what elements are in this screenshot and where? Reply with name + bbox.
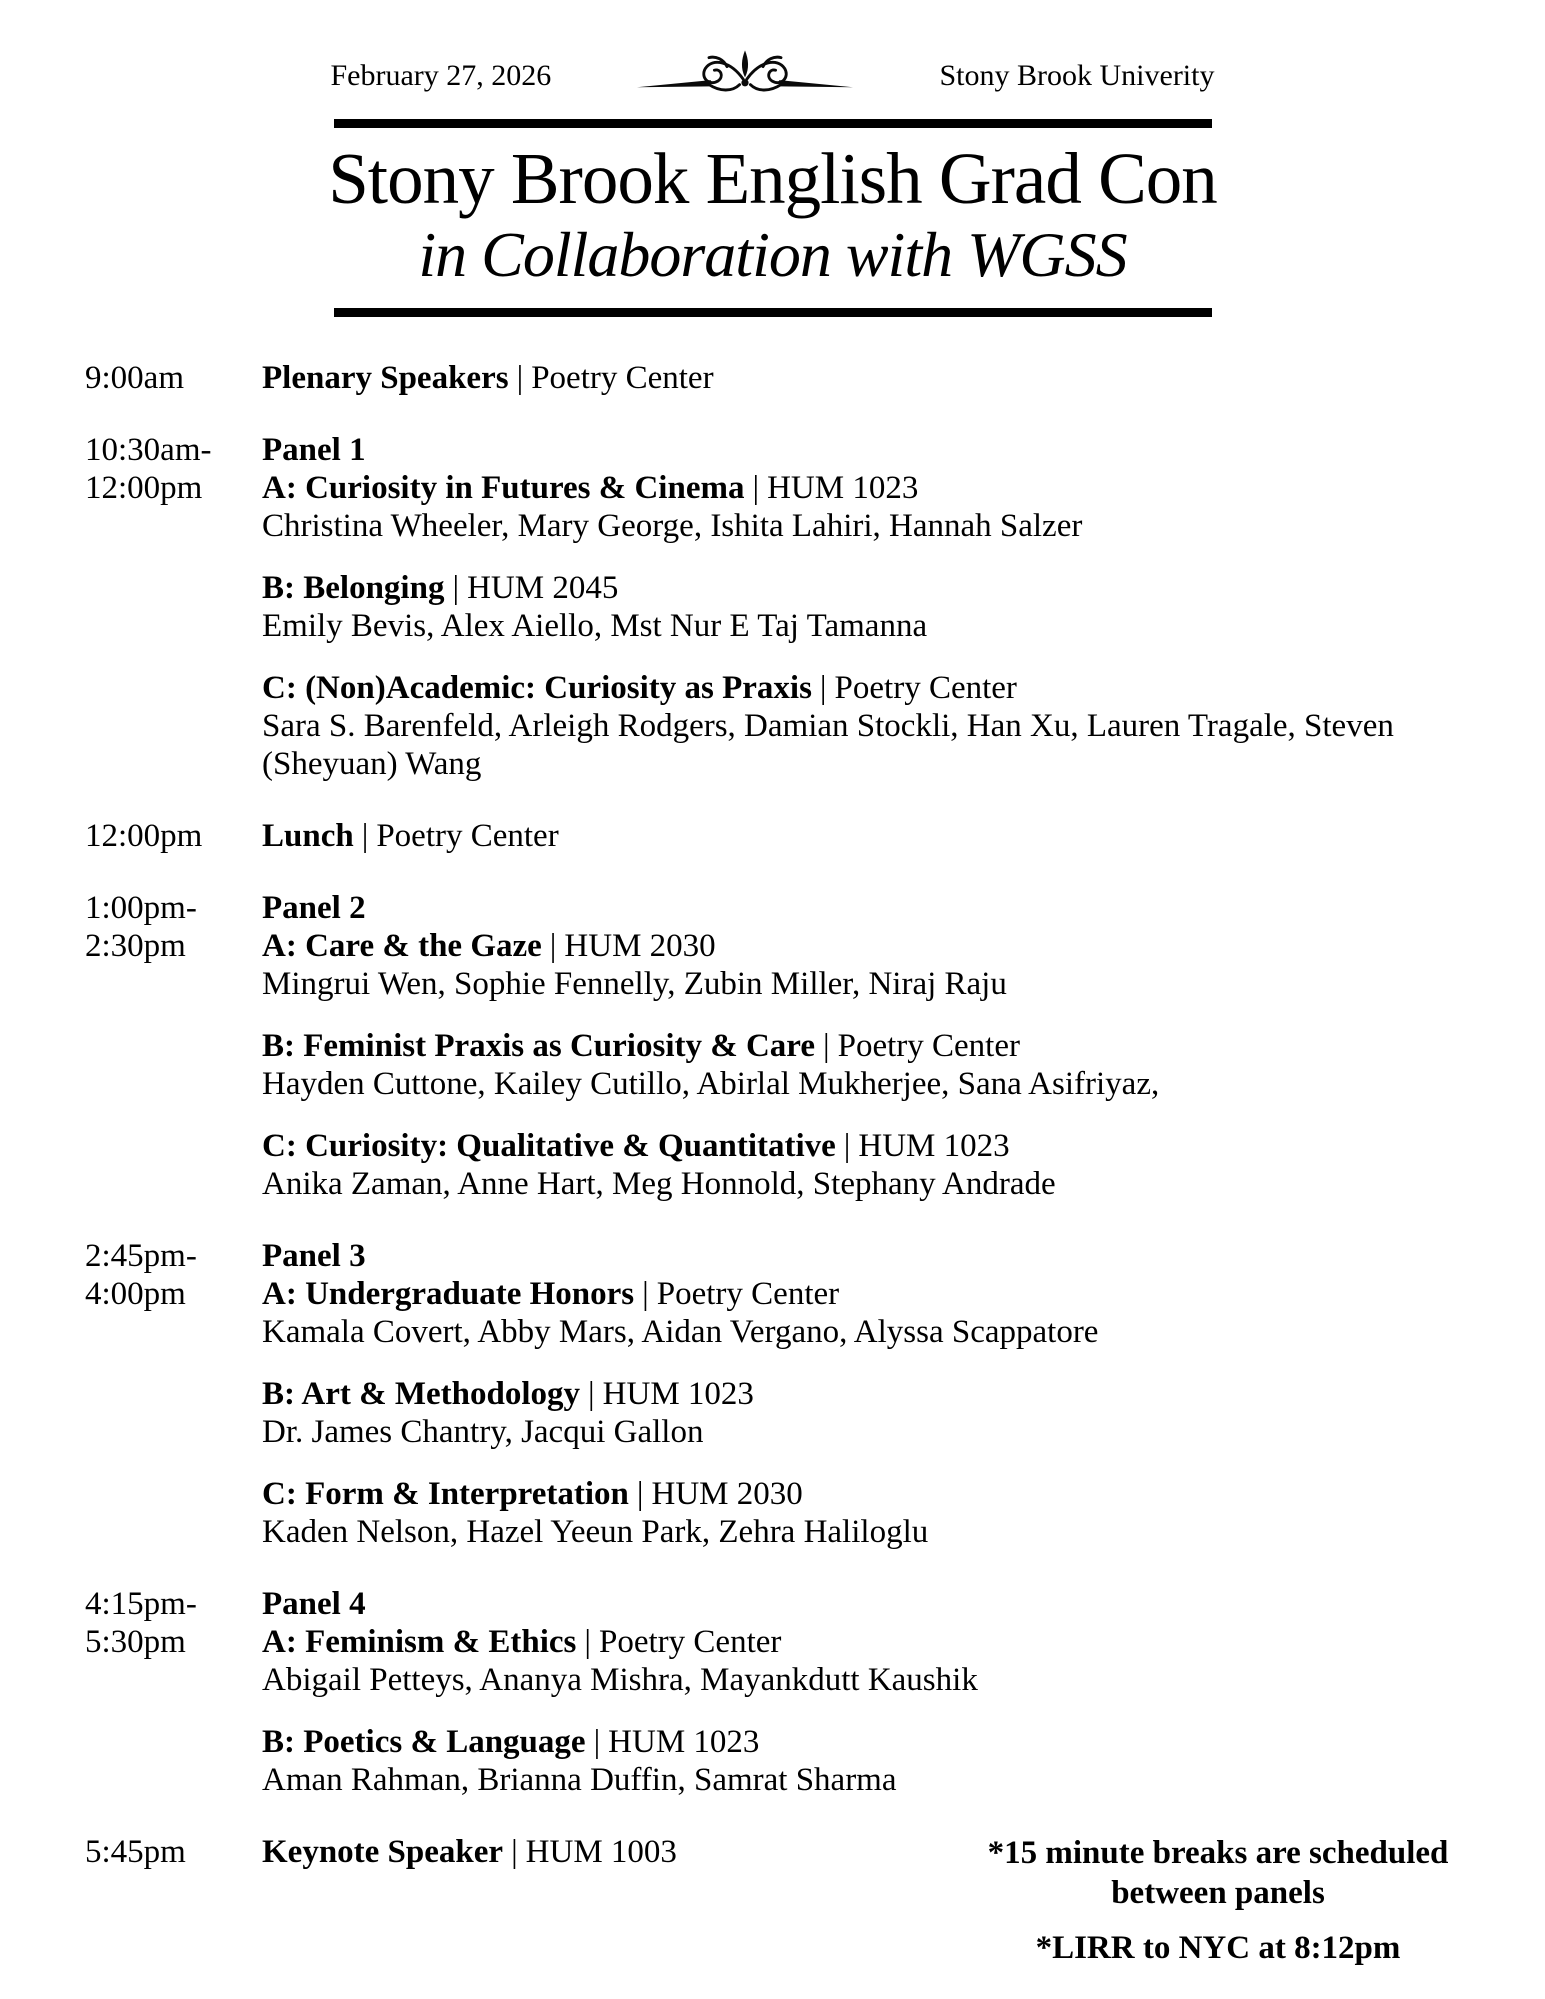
event-location: HUM 2030 (651, 1476, 803, 1512)
event-location: HUM 2045 (467, 570, 619, 606)
event-title: B: Poetics & Language (262, 1724, 586, 1760)
event-title-line (262, 817, 1442, 855)
page-title: Stony Brook English Grad Con (328, 138, 1217, 219)
event-speakers: Christina Wheeler, Mary George, Ishita Lahiri, Hannah Salzer (262, 508, 1083, 544)
schedule-row (0, 889, 1545, 1203)
event-title-line (262, 1375, 1442, 1413)
row-content (262, 889, 1442, 1203)
time-slot (85, 1833, 262, 1871)
schedule-row (0, 1833, 1545, 1911)
schedule-row (0, 1237, 1545, 1551)
pipe-separator: | (843, 1128, 851, 1164)
event-title: A: Care & the Gaze (262, 928, 542, 964)
breaks-note (935, 1833, 1501, 1913)
row-content (262, 817, 1442, 855)
header-divider-bottom (334, 308, 1212, 317)
header-date: February 27, 2026 (330, 59, 552, 92)
time-text: 10:30am- (85, 432, 212, 468)
event-speakers: Dr. James Chantry, Jacqui Gallon (262, 1414, 704, 1450)
event-location: HUM 1023 (767, 470, 919, 506)
event-title: C: Form & Interpretation (262, 1476, 629, 1512)
event (262, 359, 1442, 397)
breaks-note-line: *15 minute breaks are scheduled (987, 1835, 1449, 1871)
event (262, 469, 1442, 545)
event-title: A: Feminism & Ethics (262, 1624, 577, 1660)
event-title: Plenary Speakers (262, 360, 509, 396)
event-title: B: Art & Methodology (262, 1376, 581, 1412)
event (262, 1275, 1442, 1351)
event-speakers: Hayden Cuttone, Kailey Cutillo, Abirlal Mukherjee, Sana Asifriyaz, (262, 1066, 1160, 1102)
pipe-separator: | (516, 360, 524, 396)
row-content (262, 359, 1442, 397)
schedule-row (0, 431, 1545, 783)
time-text: 1:00pm- (85, 890, 197, 926)
panel-heading: Panel 1 (262, 432, 366, 468)
time-slot (85, 817, 262, 855)
event-location: HUM 2030 (564, 928, 716, 964)
time-text: 2:30pm (85, 928, 186, 964)
time-slot (85, 889, 262, 965)
event-location: Poetry Center (599, 1624, 782, 1660)
row-content (262, 1237, 1442, 1551)
event (262, 669, 1442, 783)
event-speakers: Aman Rahman, Brianna Duffin, Samrat Sharma (262, 1762, 897, 1798)
event-location: HUM 1023 (602, 1376, 754, 1412)
header-divider-top (334, 119, 1212, 128)
pipe-separator: | (823, 1028, 830, 1064)
pipe-separator: | (549, 928, 557, 964)
event-title-line (262, 1623, 1442, 1661)
pipe-separator: | (511, 1834, 518, 1870)
time-text: 4:15pm- (85, 1586, 197, 1622)
event-title: B: Feminist Praxis as Curiosity & Care (262, 1028, 815, 1064)
event (262, 1475, 1442, 1551)
event-title-line (262, 1275, 1442, 1313)
schedule (0, 359, 1545, 1911)
pipe-separator: | (752, 470, 760, 506)
row-content (262, 431, 1442, 783)
panel-heading: Panel 3 (262, 1238, 366, 1274)
event-speakers: Emily Bevis, Alex Aiello, Mst Nur E Taj Tamanna (262, 608, 928, 644)
event (262, 1127, 1442, 1203)
event-speakers: Sara S. Barenfeld, Arleigh Rodgers, Damian Stockli, Han Xu, Lauren Tragale, Steven (Sheyuan) Wang (262, 708, 1394, 782)
event (262, 817, 1442, 855)
pipe-separator: | (361, 818, 369, 854)
event-title: B: Belonging (262, 570, 445, 606)
event-speakers: Kamala Covert, Abby Mars, Aidan Vergano, Alyssa Scappatore (262, 1314, 1099, 1350)
event (262, 1375, 1442, 1451)
event-speakers: Mingrui Wen, Sophie Fennelly, Zubin Miller, Niraj Raju (262, 966, 1007, 1002)
panel-heading: Panel 4 (262, 1586, 366, 1622)
event-location: HUM 1003 (525, 1834, 677, 1870)
event-title-line (262, 1723, 1442, 1761)
event-location: Poetry Center (531, 360, 714, 396)
time-text: 12:00pm (85, 470, 203, 506)
page-subtitle: in Collaboration with WGSS (418, 219, 1127, 290)
pipe-separator: | (452, 570, 460, 606)
time-text: 4:00pm (85, 1276, 186, 1312)
schedule-row (0, 359, 1545, 397)
time-slot (85, 431, 262, 507)
event-title: A: Undergraduate Honors (262, 1276, 635, 1312)
event-location: HUM 1023 (608, 1724, 760, 1760)
time-slot (85, 1237, 262, 1313)
event-location: Poetry Center (834, 670, 1017, 706)
event-title-line (262, 569, 1442, 607)
event (262, 1623, 1442, 1699)
header-meta-row (331, 45, 1215, 93)
pipe-separator: | (642, 1276, 649, 1312)
event-title-line (262, 469, 1442, 507)
schedule-row (0, 817, 1545, 855)
event-title-line (262, 1027, 1442, 1065)
event (262, 1723, 1442, 1799)
event-title-line (262, 927, 1442, 965)
time-text: 5:45pm (85, 1834, 186, 1870)
pipe-separator: | (593, 1724, 601, 1760)
event-title: C: (Non)Academic: Curiosity as Praxis (262, 670, 812, 706)
pipe-separator: | (819, 670, 827, 706)
event-title-line (262, 359, 1442, 397)
event-speakers: Kaden Nelson, Hazel Yeeun Park, Zehra Haliloglu (262, 1514, 929, 1550)
time-slot (85, 1585, 262, 1661)
event-speakers: Anika Zaman, Anne Hart, Meg Honnold, Stephany Andrade (262, 1166, 1056, 1202)
event (262, 927, 1442, 1003)
schedule-row (0, 1585, 1545, 1799)
time-slot (85, 359, 262, 397)
event-location: HUM 1023 (858, 1128, 1010, 1164)
time-text: 9:00am (85, 360, 184, 396)
event (262, 569, 1442, 645)
panel-heading: Panel 2 (262, 890, 366, 926)
time-text: 5:30pm (85, 1624, 186, 1660)
pipe-separator: | (584, 1624, 591, 1660)
breaks-note-line: between panels (1111, 1875, 1325, 1911)
time-text: 12:00pm (85, 818, 203, 854)
event-speakers: Abigail Petteys, Ananya Mishra, Mayankdutt Kaushik (262, 1662, 978, 1698)
event-title: C: Curiosity: Qualitative & Quantitative (262, 1128, 836, 1164)
event-title: A: Curiosity in Futures & Cinema (262, 470, 745, 506)
pipe-separator: | (636, 1476, 644, 1512)
event-title-line (262, 669, 1442, 707)
pipe-separator: | (588, 1376, 595, 1412)
header-institution: Stony Brook Univerity (939, 59, 1215, 92)
event-title: Lunch (262, 818, 354, 854)
event-location: Poetry Center (837, 1028, 1020, 1064)
flourish-ornament-icon (631, 45, 859, 93)
event-title-line (262, 1475, 1442, 1513)
event-title-line (262, 1127, 1442, 1165)
event-location: Poetry Center (656, 1276, 840, 1312)
event-title: Keynote Speaker (262, 1834, 504, 1870)
row-content (262, 1585, 1442, 1799)
header (0, 45, 1545, 317)
event (262, 1027, 1442, 1103)
lirr-note: *LIRR to NYC at 8:12pm (1035, 1930, 1401, 1966)
time-text: 2:45pm- (85, 1238, 197, 1274)
event-location: Poetry Center (376, 818, 559, 854)
